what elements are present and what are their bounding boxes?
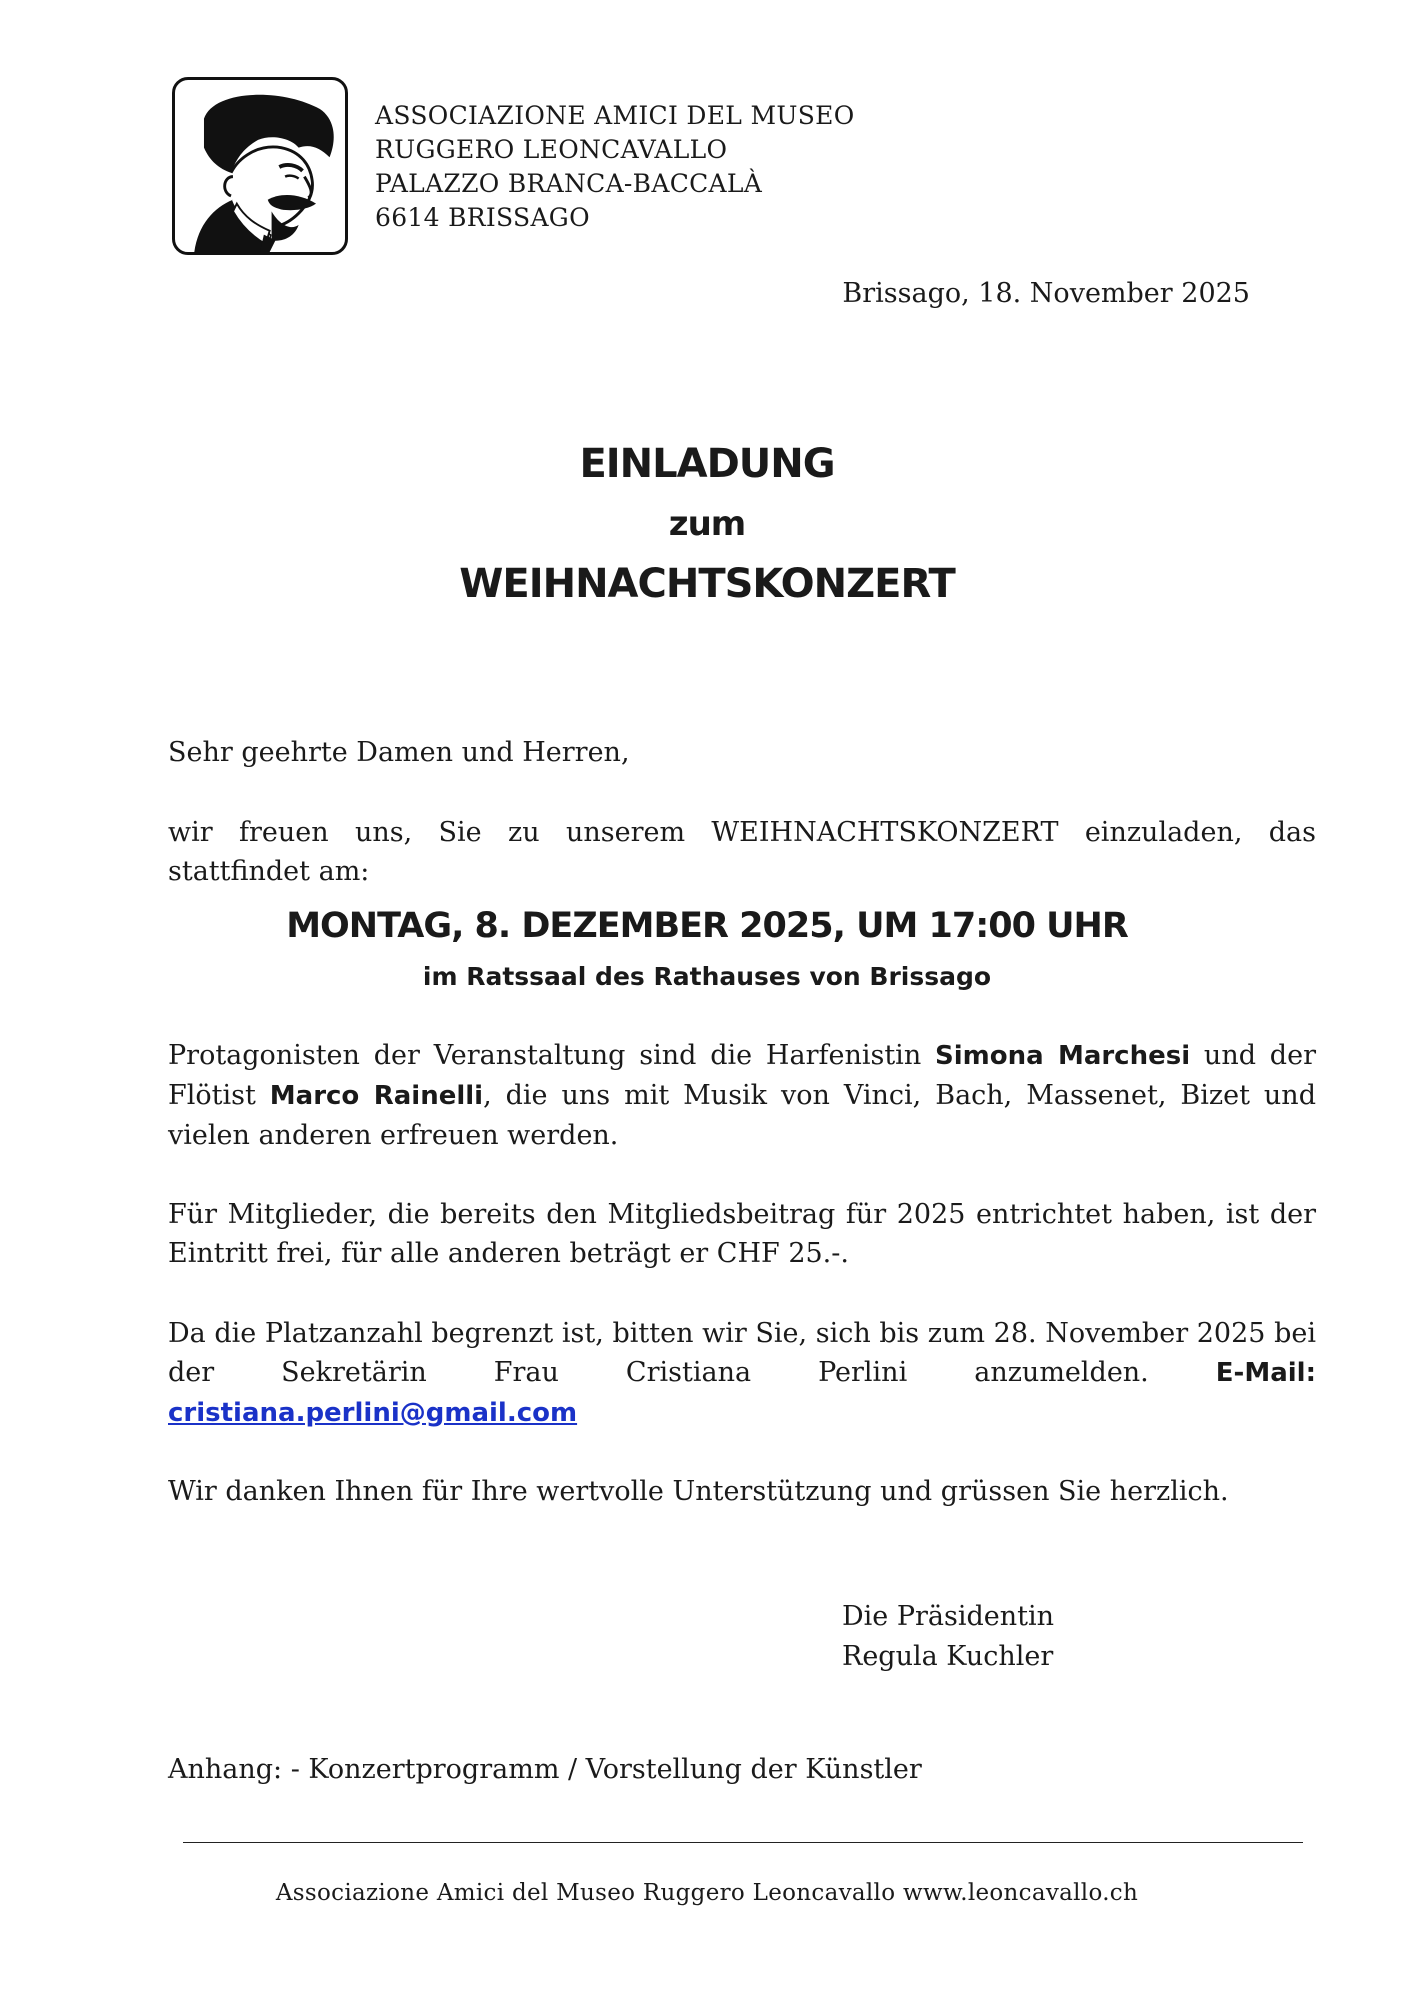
harpist-name: Simona Marchesi xyxy=(935,1041,1191,1071)
salutation: Sehr geehrte Damen und Herren, xyxy=(168,737,630,768)
event-place: im Ratssaal des Rathauses von Brissago xyxy=(422,962,992,991)
footer-text: Associazione Amici del Museo Ruggero Leoncavallo www.leoncavallo.ch xyxy=(275,1880,1139,1906)
signature-role: Die Präsidentin xyxy=(842,1601,1055,1632)
attachment-note: Anhang: - Konzertprogramm / Vorstellung der Künstler xyxy=(168,1754,922,1785)
email-link[interactable]: cristiana.perlini@gmail.com xyxy=(168,1398,578,1428)
association-address xyxy=(375,99,855,235)
title-line-weihnachtskonzert: WEIHNACHTSKONZERT xyxy=(459,561,955,607)
event-date: MONTAG, 8. DEZEMBER 2025, UM 17:00 UHR xyxy=(286,906,1128,946)
footer-divider xyxy=(183,1842,1303,1843)
protagonists-text-3: , die uns mit Musik von Vinci, Bach, Massenet, Bizet und vielen anderen erfreuen werden. xyxy=(168,1080,1316,1151)
invitation-title xyxy=(0,432,1414,616)
title-line-zum: zum xyxy=(668,504,746,544)
org-line-name2: RUGGERO LEONCAVALLO xyxy=(375,135,728,164)
org-line-city: 6614 BRISSAGO xyxy=(375,203,590,232)
title-line-einladung: EINLADUNG xyxy=(579,441,835,487)
protagonists-text-1: Protagonisten der Veranstaltung sind die Harfenistin xyxy=(168,1040,936,1071)
leoncavallo-portrait-logo-icon xyxy=(172,77,348,255)
flutist-name: Marco Rainelli xyxy=(269,1081,484,1111)
protagonists-paragraph xyxy=(168,1036,1316,1155)
letter-date: Brissago, 18. November 2025 xyxy=(842,278,1250,309)
email-label: E-Mail: xyxy=(1215,1358,1316,1388)
signature-name: Regula Kuchler xyxy=(842,1641,1054,1672)
protagonists-text-2: und der Flötist xyxy=(168,1040,1316,1111)
org-line-name1: ASSOCIAZIONE AMICI DEL MUSEO xyxy=(375,101,855,130)
intro-paragraph: wir freuen uns, Sie zu unserem WEIHNACHTSKONZERT einzuladen, das stattfindet am: xyxy=(168,817,1316,887)
closing-paragraph: Wir danken Ihnen für Ihre wertvolle Unterstützung und grüssen Sie herzlich. xyxy=(168,1476,1229,1507)
registration-text: Da die Platzanzahl begrenzt ist, bitten wir Sie, sich bis zum 28. November 2025 bei der Sekretärin Frau Cristiana Perlini anzumelden. xyxy=(168,1318,1316,1388)
members-paragraph: Für Mitglieder, die bereits den Mitgliedsbeitrag für 2025 entrichtet haben, ist der Eintritt frei, für alle anderen beträgt er CHF 25.-. xyxy=(168,1199,1316,1269)
org-line-street: PALAZZO BRANCA-BACCALÀ xyxy=(375,169,763,198)
signature-block xyxy=(842,1597,1054,1677)
registration-paragraph xyxy=(168,1314,1316,1433)
